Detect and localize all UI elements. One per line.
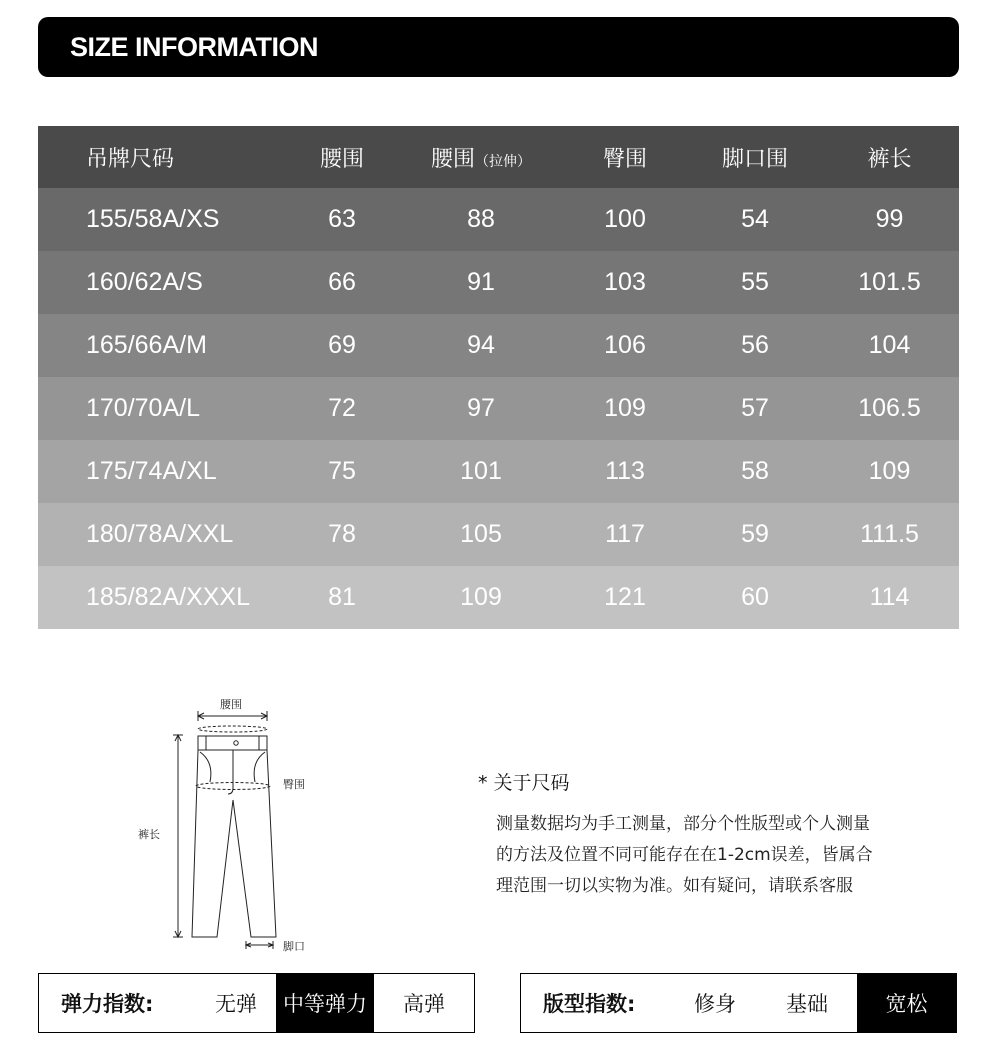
note-line: 理范围一切以实物为准。如有疑问，请联系客服	[496, 876, 853, 896]
cell-hip: 109	[604, 394, 646, 422]
cell-waist-stretch: 91	[467, 268, 495, 296]
elastic-index-label: 弹力指数:	[61, 992, 154, 1016]
col-header-waist: 腰围	[319, 146, 364, 172]
fit-index	[520, 973, 957, 1033]
table-row	[38, 251, 959, 314]
table-header-row	[38, 126, 959, 188]
cell-length: 111.5	[860, 520, 919, 548]
cell-hem: 59	[741, 520, 769, 548]
size-information-header	[38, 17, 959, 77]
cell-size: 185/82A/XXXL	[86, 583, 251, 611]
cell-size: 180/78A/XXL	[86, 520, 234, 548]
cell-size: 170/70A/L	[86, 394, 200, 422]
size-table	[38, 126, 959, 629]
cell-hip: 100	[604, 205, 646, 233]
cell-hip: 103	[604, 268, 646, 296]
fit-option-regular: 基础	[786, 992, 828, 1016]
cell-length: 109	[868, 457, 911, 485]
cell-hem: 58	[741, 457, 769, 485]
cell-waist-stretch: 88	[467, 205, 495, 233]
cell-hem: 56	[741, 331, 769, 359]
cell-length: 114	[869, 583, 910, 611]
cell-length: 106.5	[858, 394, 921, 422]
cell-waist: 66	[328, 268, 356, 296]
cell-waist: 81	[328, 583, 356, 611]
cell-hip: 117	[605, 520, 645, 548]
col-header-length: 裤长	[867, 146, 912, 172]
pants-measurement-diagram	[130, 690, 330, 960]
fit-option-slim: 修身	[694, 992, 736, 1016]
fit-option-loose: 宽松	[857, 974, 956, 1032]
cell-waist-stretch: 97	[467, 394, 495, 422]
table-row	[38, 440, 959, 503]
note-title: * 关于尺码	[478, 772, 570, 794]
elastic-option-high: 高弹	[403, 992, 445, 1016]
note-line: 的方法及位置不同可能存在在1-2cm误差，皆属合	[496, 845, 873, 865]
diagram-hem-label: 脚口	[283, 940, 305, 953]
note-body	[496, 809, 958, 902]
diagram-length-label: 裤长	[138, 828, 160, 841]
col-header-size: 吊牌尺码	[86, 146, 175, 172]
cell-length: 104	[868, 331, 911, 359]
cell-hip: 113	[605, 457, 645, 485]
cell-size: 175/74A/XL	[86, 457, 217, 485]
cell-waist: 78	[328, 520, 356, 548]
col-header-hip: 臀围	[602, 146, 647, 172]
cell-size: 155/58A/XS	[86, 205, 220, 233]
cell-length: 101.5	[858, 268, 921, 296]
cell-waist: 75	[328, 457, 356, 485]
cell-hip: 121	[604, 583, 646, 611]
cell-length: 99	[875, 205, 904, 233]
cell-hem: 55	[741, 268, 769, 296]
table-row	[38, 314, 959, 377]
col-header-waist-stretch: 腰围（拉伸）	[430, 146, 531, 172]
cell-hem: 57	[741, 394, 769, 422]
cell-waist-stretch: 105	[460, 520, 502, 548]
cell-size: 160/62A/S	[86, 268, 203, 296]
table-row	[38, 377, 959, 440]
cell-hem: 60	[741, 583, 769, 611]
col-header-hem: 脚口围	[721, 146, 788, 172]
table-row	[38, 566, 959, 629]
cell-waist: 63	[328, 205, 356, 233]
cell-waist: 69	[328, 331, 356, 359]
fit-index-label: 版型指数:	[543, 992, 636, 1016]
table-row	[38, 503, 959, 566]
elastic-index	[38, 973, 475, 1033]
elastic-option-none: 无弹	[215, 992, 257, 1016]
header-title: SIZE INFORMATION	[70, 32, 318, 62]
cell-waist-stretch: 109	[460, 583, 502, 611]
size-note	[478, 768, 958, 902]
col-header-stretch-note: （拉伸）	[475, 153, 531, 170]
cell-waist-stretch: 101	[460, 457, 502, 485]
diagram-waist-label: 腰围	[220, 698, 242, 711]
cell-hem: 54	[741, 205, 769, 233]
cell-size: 165/66A/M	[86, 331, 207, 359]
table-row	[38, 188, 959, 251]
diagram-hip-label: 臀围	[283, 778, 305, 791]
cell-hip: 106	[604, 331, 646, 359]
note-line: 测量数据均为手工测量，部分个性版型或个人测量	[496, 814, 870, 834]
elastic-option-medium: 中等弹力	[276, 974, 374, 1032]
cell-waist-stretch: 94	[467, 331, 495, 359]
cell-waist: 72	[328, 394, 356, 422]
